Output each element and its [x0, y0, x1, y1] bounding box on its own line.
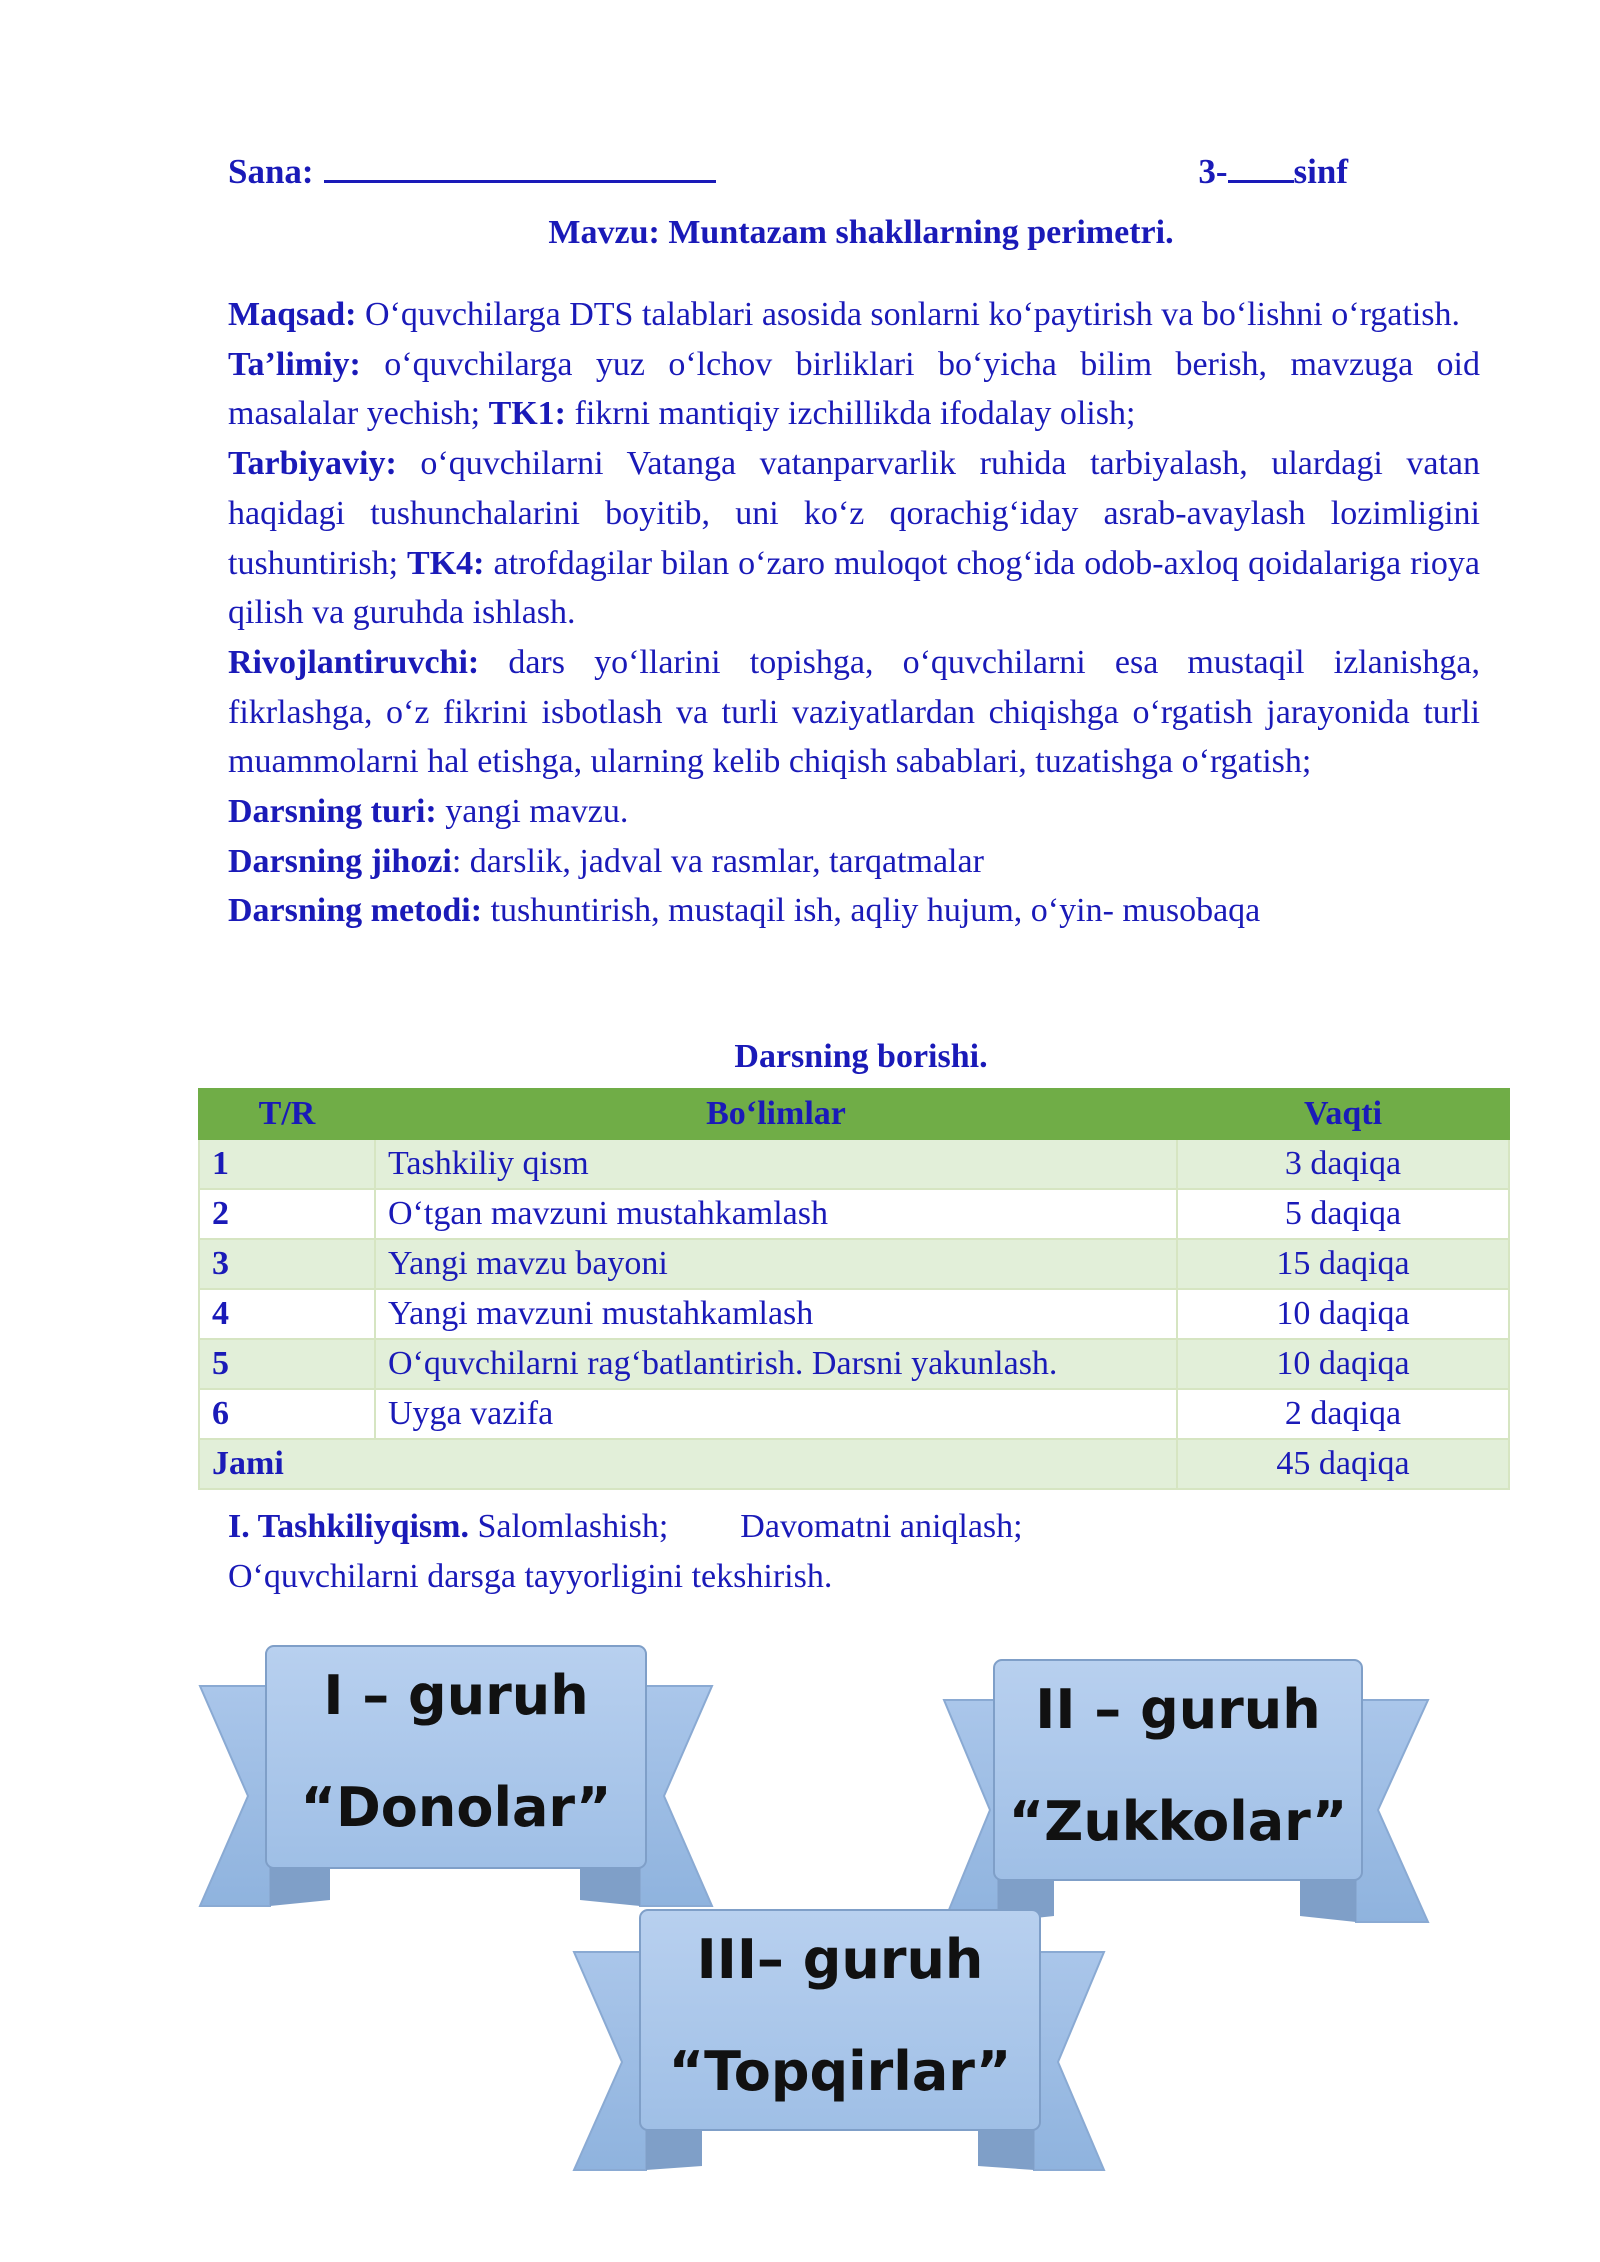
total-time: 45 daqiqa [1177, 1439, 1509, 1489]
row-time: 5 daqiqa [1177, 1189, 1509, 1239]
lesson-type-text: yangi mavzu. [436, 793, 629, 831]
group-2-title: II – guruh [1035, 1678, 1321, 1741]
goal-tarbiyaviy-text: o‘quvchilarni Vatanga vatanparvarlik ruhida tarbiyalash, ulardagi vatan haqidagi tushunchalarini boyitib, uni ko‘z qorachig‘iday asrab-avaylash lozimligini tushuntirish; [228, 445, 1480, 582]
group-ribbon-1 [200, 1646, 712, 1906]
row-section: Yangi mavzuni mustahkamlash [375, 1289, 1177, 1339]
header-time: Vaqti [1177, 1089, 1509, 1139]
total-label: Jami [199, 1439, 1177, 1489]
row-time: 10 daqiqa [1177, 1289, 1509, 1339]
tk1-label: TK1: [488, 395, 567, 433]
tk1-text: fikrni mantiqiy izchillikda ifodalay olish; [566, 395, 1136, 433]
goal-maqsad-text: O‘quvchilarga DTS talablari asosida sonlarni ko‘paytirish va bo‘lishni o‘rgatish. [356, 296, 1460, 333]
row-time: 2 daqiqa [1177, 1389, 1509, 1439]
organizational-text-2: Davomatni aniqlash; [740, 1508, 1023, 1545]
group-1-name: “Donolar” [300, 1776, 612, 1839]
row-time: 15 daqiqa [1177, 1239, 1509, 1289]
date-label: Sana: [228, 152, 314, 191]
organizational-text-3: O‘quvchilarni darsga tayyorligini tekshirish. [228, 1557, 833, 1595]
row-section: Yangi mavzu bayoni [375, 1239, 1177, 1289]
row-section: O‘quvchilarni rag‘batlantirish. Darsni yakunlash. [375, 1339, 1177, 1389]
goal-tarbiyaviy-label: Tarbiyaviy: [228, 445, 397, 483]
lesson-topic: Mavzu: Muntazam shakllarning perimetri. [548, 214, 1174, 251]
tk4-text: atrofdagilar bilan o‘zaro muloqot chog‘ida odob-axloq qoidalariga rioya qilish va guruhda ishlash. [228, 544, 1480, 632]
organizational-text-1: Salomlashish; [468, 1508, 669, 1545]
lesson-method-text: tushuntirish, mustaqil ish, aqliy hujum, o‘yin- musobaqa [482, 892, 1261, 930]
row-time: 10 daqiqa [1177, 1339, 1509, 1389]
row-section: Tashkiliy qism [375, 1139, 1177, 1189]
row-number: 1 [199, 1139, 375, 1189]
class-prefix: 3- [1198, 152, 1228, 191]
lesson-type-label: Darsning turi: [228, 793, 437, 831]
goal-maqsad-label: Maqsad: [228, 296, 357, 333]
group-ribbon-2 [944, 1660, 1428, 1922]
header-tr: T/R [199, 1089, 375, 1139]
row-number: 4 [199, 1289, 375, 1339]
goal-talimiy-label: Ta’limiy: [228, 345, 361, 383]
goal-rivoj-label: Rivojlantiruvchi: [228, 643, 480, 681]
lesson-equipment-label: Darsning jihozi [228, 842, 452, 880]
group-2-name: “Zukkolar” [1008, 1790, 1348, 1853]
lesson-flow-title: Darsning borishi. [734, 1038, 988, 1075]
class-suffix: sinf [1293, 152, 1348, 191]
lesson-equipment-text: : darslik, jadval va rasmlar, tarqatmalar [451, 842, 984, 880]
organizational-label: I. Tashkiliyqism. [228, 1508, 469, 1545]
group-3-title: III– guruh [696, 1928, 984, 1991]
lesson-method-label: Darsning metodi: [228, 892, 483, 930]
row-number: 2 [199, 1189, 375, 1239]
row-number: 5 [199, 1339, 375, 1389]
goal-talimiy-text: o‘quvchilarga yuz o‘lchov birliklari bo‘yicha bilim berish, mavzuga oid masalalar yechish; [228, 345, 1480, 433]
row-number: 3 [199, 1239, 375, 1289]
group-1-title: I – guruh [323, 1664, 589, 1727]
goal-rivoj-text: dars yo‘llarini topishga, o‘quvchilarni esa mustaqil izlanishga, fikrlashga, o‘z fikrini isbotlash va turli vaziyatlardan chiqishga o‘rgatish jarayonida turli muammolarni hal etishga, ularning kelib chiqish sabablari, tuzatishga o‘rgatish; [228, 643, 1480, 781]
row-section: O‘tgan mavzuni mustahkamlash [375, 1189, 1177, 1239]
group-ribbon-3 [574, 1910, 1104, 2170]
header-sections: Bo‘limlar [375, 1089, 1177, 1139]
row-number: 6 [199, 1389, 375, 1439]
group-3-name: “Topqirlar” [668, 2040, 1012, 2103]
row-time: 3 daqiqa [1177, 1139, 1509, 1189]
tk4-label: TK4: [407, 544, 485, 582]
row-section: Uyga vazifa [375, 1389, 1177, 1439]
